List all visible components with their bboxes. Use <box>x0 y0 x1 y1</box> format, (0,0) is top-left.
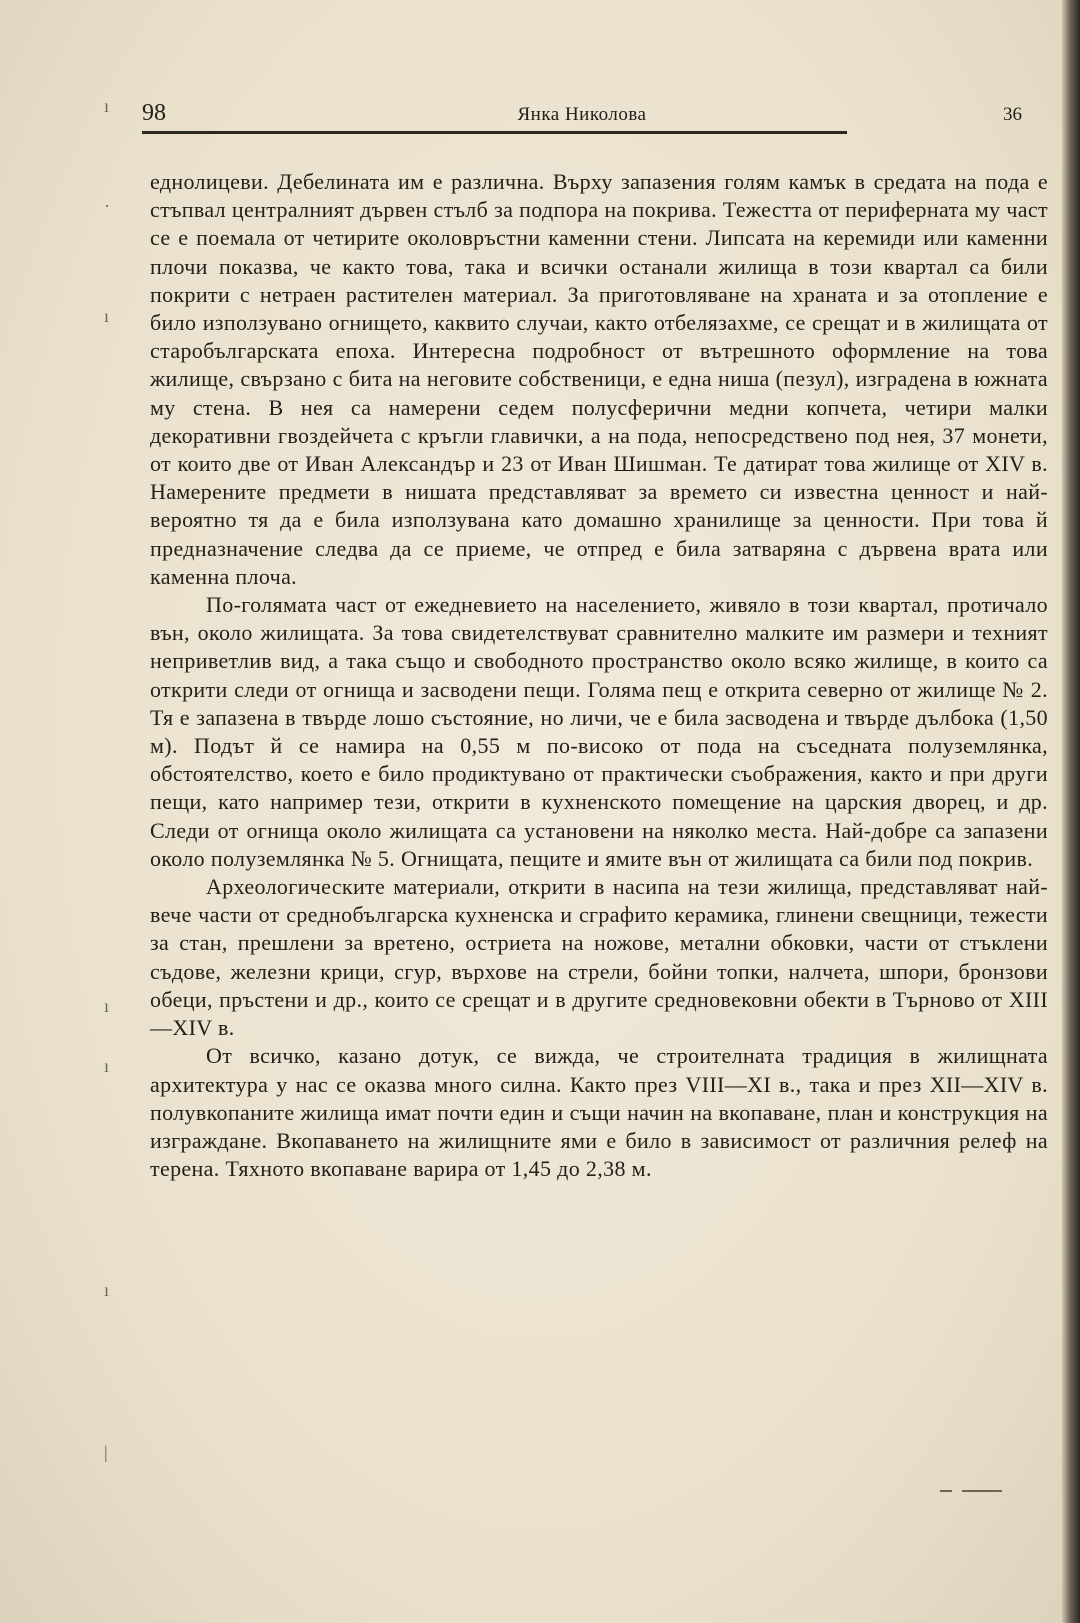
paragraph: Археологическите материали, открити в насипа на тези жилища, представляват най-вече части от среднобългарска кухненска и сграфито керамика, глинени свещници, тежести за стан, прешлени за вретено, остриета на ножове, метални обковки, части от стъклени съдове, железни крици, сгур, върхове на стрели, бойни топки, налчета, шпори, бронзови обеци, пръстени и др., които се срещат и в другите средновековни обекти в Търново от XIII—XIV в. <box>150 874 1048 1041</box>
paragraph: По-голямата част от ежедневието на населението, живяло в този квартал, протичало вън, около жилищата. За това свидетелствуват сравнително малките им размери и техният неприветлив вид, а така също и свободното пространство около всяко жилище, в които са открити следи от огнища и засводени пещи. Голяма пещ е открита северно от жилище № 2. Тя е запазена в твърде лошо състояние, но личи, че е била засводена и твърде дълбока (1,50 м). Подът й се намира на 0,55 м по-високо от пода на съседната полуземлянка, обстоятелство, което е било продиктувано от практически съображения, както и при други пещи, като например тези, открити в кухненското помещение на царския дворец, и др. Следи от огнища около жилищата са установени на няколко места. Най-добре са запазени около полуземлянка № 5. Огнищата, пещите и ямите вън от жилищата са били под покрив. <box>150 592 1048 871</box>
margin-mark: ı <box>104 996 110 1016</box>
margin-mark: · <box>104 196 110 216</box>
margin-mark: | <box>104 1442 108 1462</box>
article-body <box>150 168 1048 1183</box>
margin-mark: ı <box>104 306 110 326</box>
margin-mark: ı <box>104 96 110 116</box>
section-number: 36 <box>1003 104 1022 125</box>
page-number: 98 <box>142 100 166 126</box>
page-header <box>142 100 1022 134</box>
end-dash <box>962 1490 1002 1492</box>
paragraph: От всичко, казано дотук, се вижда, че строителната традиция в жилищната архитектура у нас се оказва много силна. Както през VIII—XI в., така и през XII—XIV в. полувкопаните жилища имат почти един и същи начин на вкопаване, план и конструкция на изграждане. Вкопаването на жилищните ями е било в зависимост от различния релеф на терена. Тяхното вкопаване варира от 1,45 до 2,38 м. <box>150 1043 1048 1182</box>
header-rule <box>142 131 847 134</box>
running-title: Янка Николова <box>517 104 647 125</box>
end-dash <box>940 1490 952 1492</box>
paragraph: еднолицеви. Дебелината им е различна. Върху запазения голям камък в средата на пода е стъпвал централният дървен стълб за подпора на покрива. Тежестта от периферната му част се е поемала от четирите околовръстни каменни стени. Липсата на керемиди или каменни плочи показва, че както това, така и всички останали жилища в този квартал са били покрити с нетраен растителен материал. За приготовляване на храната и за отопление е било използувано огнището, каквито случаи, както отбелязахме, се срещат и в жилищата от старобългарската епоха. Интересна подробност от вътрешното оформление на това жилище, свързано с бита на неговите собственици, е една ниша (пезул), изградена в южната му стена. В нея са намерени седем полусферични медни копчета, четири малки декоративни гвоздейчета с кръгли главички, а на пода, непосредствено под нея, 37 монети, от които две от Иван Александър и 23 от Иван Шишман. Те датират това жилище от XIV в. Намерените предмети в нишата представляват за времето си известна ценност и най-вероятно тя да е била използувана като домашно хранилище за ценности. При това й предназначение следва да се приеме, че отпред е била затваряна с дървена врата или каменна плоча. <box>150 169 1048 589</box>
book-binding-edge <box>1062 0 1080 1623</box>
margin-mark: ı <box>104 1280 110 1300</box>
margin-mark: ı <box>104 1056 110 1076</box>
